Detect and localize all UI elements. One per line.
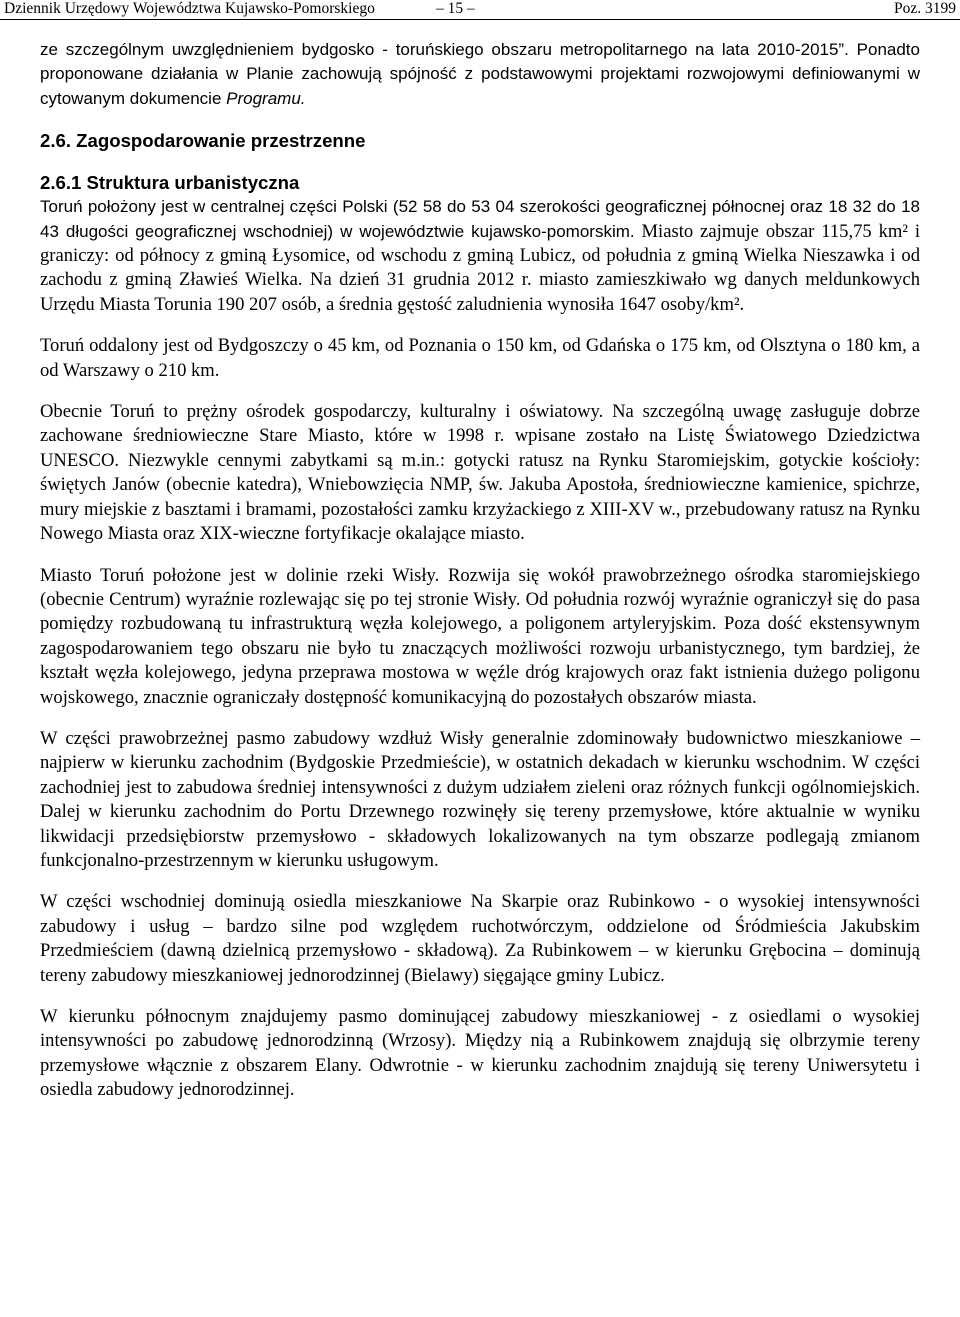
location-area-text: Miasto zajmuje obszar 115,75 km² i graniczy: od północy z gminą Łysomice, od wschodu z gminą Lubicz, od południa z gminą Wielka Nieszawka i od zachodu z gminą Zławieś Wielka. Na dzień 31 grudnia 2012 r. miasto zamieszkiwało wg danych meldunkowych Urzędu Miasta Torunia 190 207 osób, a średnia gęstość zaludnienia wynosiła 1647 osoby/km². — [40, 220, 920, 315]
location-coordinates-text: Toruń położony jest w centralnej części Polski (52 58 do 53 04 szerokości geograficznej północnej oraz 18 32 do 18 43 długości geograficznej wschodniej) w województwie kujawsko-pomorskim. — [40, 197, 920, 241]
journal-title: Dziennik Urzędowy Województwa Kujawsko-Pomorskiego — [4, 0, 375, 17]
intro-program-word: Programu. — [226, 88, 306, 108]
paragraph-east: W części wschodniej dominują osiedla mieszkaniowe Na Skarpie oraz Rubinkowo - o wysokiej intensywności zabudowy i usług – bardzo silne pod względem ruchotwórczym, oddzielone od Śródmieścia Jakubskim Przedmieściem (dawną dzielnicą przemysłowo - składową). Za Rubinkowem – w kierunku Grębocina – dominują tereny zabudowy mieszkaniowej jednorodzinnej (Bielawy) sięgające gminy Lubicz. — [40, 891, 920, 986]
paragraph-right-bank: W części prawobrzeżnej pasmo zabudowy wzdłuż Wisły generalnie zdominowały budownictwo mieszkaniowe – najpierw w kierunku zachodnim (Bydgoskie Przedmieście), w ostatnich dekadach w kierunku wschodnim. W części zachodniej jest to zabudowa średniej intensywności z dużym udziałem zieleni oraz różnych funkcji ogólnomiejskich. Dalej w kierunku zachodnim do Portu Drzewnego rozwinęły się tereny przemysłowe, które aktualnie w wyniku likwidacji przedsiębiorstw przemysłowo - składowych lokalizowanych na tym obszarze podlegają zmianom funkcjonalno-przestrzennym w kierunku usługowym. — [40, 727, 920, 871]
section-heading: 2.6. Zagospodarowanie przestrzenne — [40, 130, 366, 152]
paragraph-centre: Obecnie Toruń to prężny ośrodek gospodarczy, kulturalny i oświatowy. Na szczególną uwagę zasługuje dobrze zachowane średniowieczne Stare Miasto, które w 1998 r. wpisane zostało na Listę Światowego Dziedzictwa UNESCO. Niezwykle cennymi zabytkami są m.in.: gotycki ratusz na Rynku Staromiejskim, gotyckie kościoły: świętych Janów (obecnie katedra), Wniebowzięcia NMP, św. Jakuba Apostoła, średniowieczne kamienice, spichrze, mury miejskie z basztami i bramami, pozostałości zamku krzyżackiego z XIII-XV w., przebudowany ratusz na Rynku Nowego Miasta oraz XIX-wieczne fortyfikacje okalające miasto. — [40, 401, 920, 545]
paragraph-river: Miasto Toruń położone jest w dolinie rzeki Wisły. Rozwija się wokół prawobrzeżnego ośrodka staromiejskiego (obecnie Centrum) wyraźnie rozlewając się po tej stronie Wisły. Od południa rozwój wyraźnie ograniczył się do pasa pomiędzy rozbudowaną tu infrastrukturą węzła kolejowego, a poligonem artyleryjskim. Poza dość ekstensywnym zagospodarowaniem tego obszaru nie było tu znaczących możliwości rozwoju urbanistycznego, tym bardziej, że kształt węzła kolejowego, jedyna przeprawa mostowa w węźle dróg krajowych oraz fakt istnienia dużego poligonu wojskowego, znacznie ograniczały dostępność komunikacyjną do pozostałych obszarów miasta. — [40, 564, 920, 708]
subsection-heading: 2.6.1 Struktura urbanistyczna — [40, 172, 300, 194]
intro-text: ze szczególnym uwzględnieniem bydgosko - toruńskiego obszaru metropolitarnego na lata 2010-2015”. Ponadto proponowane działania w Planie zachowują spójność z podstawowymi projektami rozwojowymi definiowanymi w cytowanym dokumencie — [40, 40, 920, 108]
page-number: – 15 – — [436, 0, 475, 17]
intro-paragraph — [40, 38, 920, 111]
position-number: Poz. 3199 — [894, 0, 956, 17]
running-header — [0, 0, 960, 20]
header-rule — [0, 19, 960, 20]
paragraph-distances: Toruń oddalony jest od Bydgoszczy o 45 km, od Poznania o 150 km, od Gdańska o 175 km, od Olsztyna o 180 km, a od Warszawy o 210 km. — [40, 335, 920, 381]
paragraph-north: W kierunku północnym znajdujemy pasmo dominującej zabudowy mieszkaniowej - z osiedlami o wysokiej intensywności po zabudowę jednorodzinną (Wrzosy). Między nią a Rubinkowem znajdują się olbrzymie tereny przemysłowe włącznie z obszarem Elany. Odwrotnie - w kierunku zachodnim znajdują się tereny Uniwersytetu i osiedla zabudowy jednorodzinnej. — [40, 1006, 920, 1101]
document-body — [40, 38, 920, 1103]
paragraph-location — [40, 195, 920, 317]
